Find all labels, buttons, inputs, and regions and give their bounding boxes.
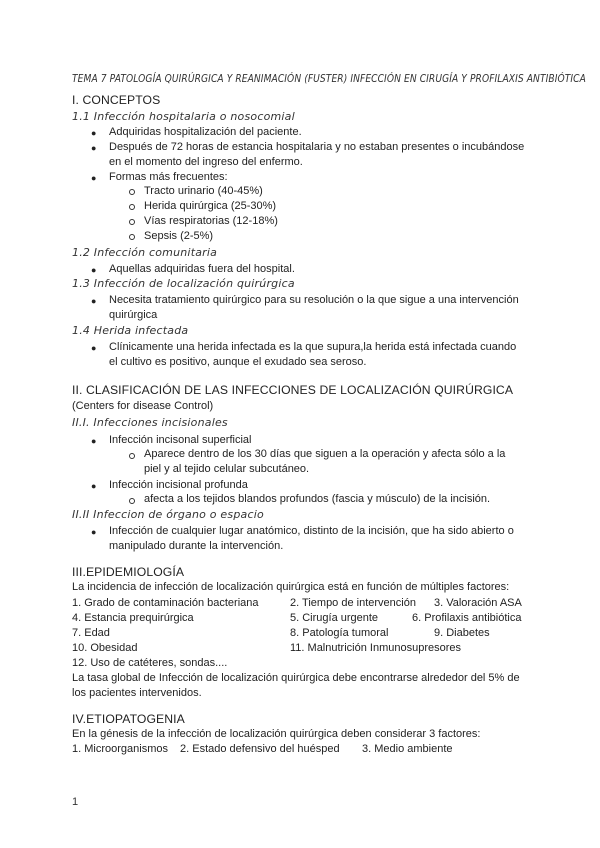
sub-list-item: Sepsis (2-5%)	[144, 230, 214, 242]
factor-item: 6. Profilaxis antibiótica	[412, 612, 522, 624]
factor-item: 12. Uso de catéteres, sondas....	[72, 657, 228, 669]
paragraph-continuation: los pacientes intervenidos.	[72, 687, 202, 699]
subsection-title-1-1: 1.1 Infección hospitalaria o nosocomial	[72, 110, 295, 123]
bullet-icon: ●	[91, 481, 97, 491]
bullet-icon: ●	[91, 343, 97, 353]
list-item: Adquiridas hospitalización del paciente.	[109, 126, 302, 138]
list-item: Infección de cualquier lugar anatómico, distinto de la incisión, que ha sido abierto o	[109, 525, 514, 537]
section-subtitle: (Centers for disease Control)	[72, 400, 214, 412]
factor-item: 10. Obesidad	[72, 642, 138, 654]
list-item-continuation: en el momento del ingreso del enfermo.	[109, 156, 303, 168]
bullet-icon: ●	[91, 296, 97, 306]
bullet-icon: ●	[91, 173, 97, 183]
list-item: Formas más frecuentes:	[109, 171, 228, 183]
factor-item: 11. Malnutrición Inmunosupresores	[290, 642, 461, 654]
section-title-etiopatogenia: IV.ETIOPATOGENIA	[72, 712, 185, 726]
sub-bullet-icon	[129, 204, 135, 210]
subsection-title-1-4: 1.4 Herida infectada	[72, 324, 189, 337]
subsection-title-1-2: 1.2 Infección comunitaria	[72, 246, 218, 259]
list-item: Clínicamente una herida infectada es la que supura,la herida está infectada cuando	[109, 341, 517, 353]
paragraph: En la génesis de la infección de localización quirúrgica deben considerar 3 factores:	[72, 728, 481, 740]
factor-item: 1. Microorganismos	[72, 743, 168, 755]
list-item: Infección incisonal superficial	[109, 434, 252, 446]
sub-bullet-icon	[129, 498, 135, 504]
list-item: Aquellas adquiridas fuera del hospital.	[109, 263, 295, 275]
sub-bullet-icon	[129, 189, 135, 195]
sub-list-item: Herida quirúrgica (25-30%)	[144, 200, 277, 212]
sub-list-item: afecta a los tejidos blandos profundos (fascia y músculo) de la incisión.	[144, 493, 491, 505]
factor-item: 4. Estancia prequirúrgica	[72, 612, 194, 624]
factor-item: 1. Grado de contaminación bacteriana	[72, 597, 259, 609]
paragraph: La tasa global de Infección de localización quirúrgica debe encontrarse alrededor del 5% de	[72, 672, 520, 684]
list-item-continuation: el cultivo es positivo, aunque el exudado sea seroso.	[109, 356, 367, 368]
list-item: Necesita tratamiento quirúrgico para su resolución o la que sigue a una intervención	[109, 294, 519, 306]
sub-list-item: Tracto urinario (40-45%)	[144, 185, 263, 197]
sub-list-item: Aparece dentro de los 30 días que siguen a la operación y afecta sólo a la	[144, 448, 506, 460]
sub-list-item: Vías respiratorias (12-18%)	[144, 215, 278, 227]
list-item: Después de 72 horas de estancia hospitalaria y no estaban presentes o incubándose	[109, 141, 525, 153]
factor-item: 2. Tiempo de intervención	[290, 597, 416, 609]
subsection-title-1-3: 1.3 Infección de localización quirúrgica	[72, 277, 295, 290]
bullet-icon: ●	[91, 527, 97, 537]
bullet-icon: ●	[91, 128, 97, 138]
factor-item: 7. Edad	[72, 627, 110, 639]
factor-item: 3. Valoración ASA	[434, 597, 522, 609]
list-item-continuation: quirúrgica	[109, 309, 158, 321]
bullet-icon: ●	[91, 265, 97, 275]
sub-bullet-icon	[129, 453, 135, 459]
subsection-title-2-2: II.II Infeccion de órgano o espacio	[72, 508, 264, 521]
factor-item: 9. Diabetes	[434, 627, 490, 639]
bullet-icon: ●	[91, 143, 97, 153]
section-title-clasificacion: II. CLASIFICACIÓN DE LAS INFECCIONES DE LOCALIZACIÓN QUIRÚRGICA	[72, 383, 514, 397]
factor-item: 8. Patología tumoral	[290, 627, 389, 639]
factor-item: 2. Estado defensivo del huésped	[180, 743, 340, 755]
sub-list-item-continuation: piel y al tejido celular subcutáneo.	[144, 463, 310, 475]
factor-item: 5. Cirugía urgente	[290, 612, 379, 624]
sub-bullet-icon	[129, 219, 135, 225]
section-title-epidemiologia: III.EPIDEMIOLOGÍA	[72, 565, 185, 579]
section-title-conceptos: I. CONCEPTOS	[72, 93, 161, 107]
page-number: 1	[72, 796, 79, 808]
bullet-icon: ●	[91, 436, 97, 446]
paragraph: La incidencia de infección de localización quirúrgica está en función de múltiples factores:	[72, 581, 510, 593]
list-item: Infección incisional profunda	[109, 479, 248, 491]
list-item-continuation: manipulado durante la intervención.	[109, 540, 284, 552]
page-header: TEMA 7 PATOLOGÍA QUIRÚRGICA Y REANIMACIÓN (FUSTER) INFECCIÓN EN CIRUGÍA Y PROFILAXIS ANTIBIÓTICA	[72, 73, 586, 85]
sub-bullet-icon	[129, 234, 135, 240]
subsection-title-2-1: II.I. Infecciones incisionales	[72, 416, 228, 429]
factor-item: 3. Medio ambiente	[362, 743, 453, 755]
